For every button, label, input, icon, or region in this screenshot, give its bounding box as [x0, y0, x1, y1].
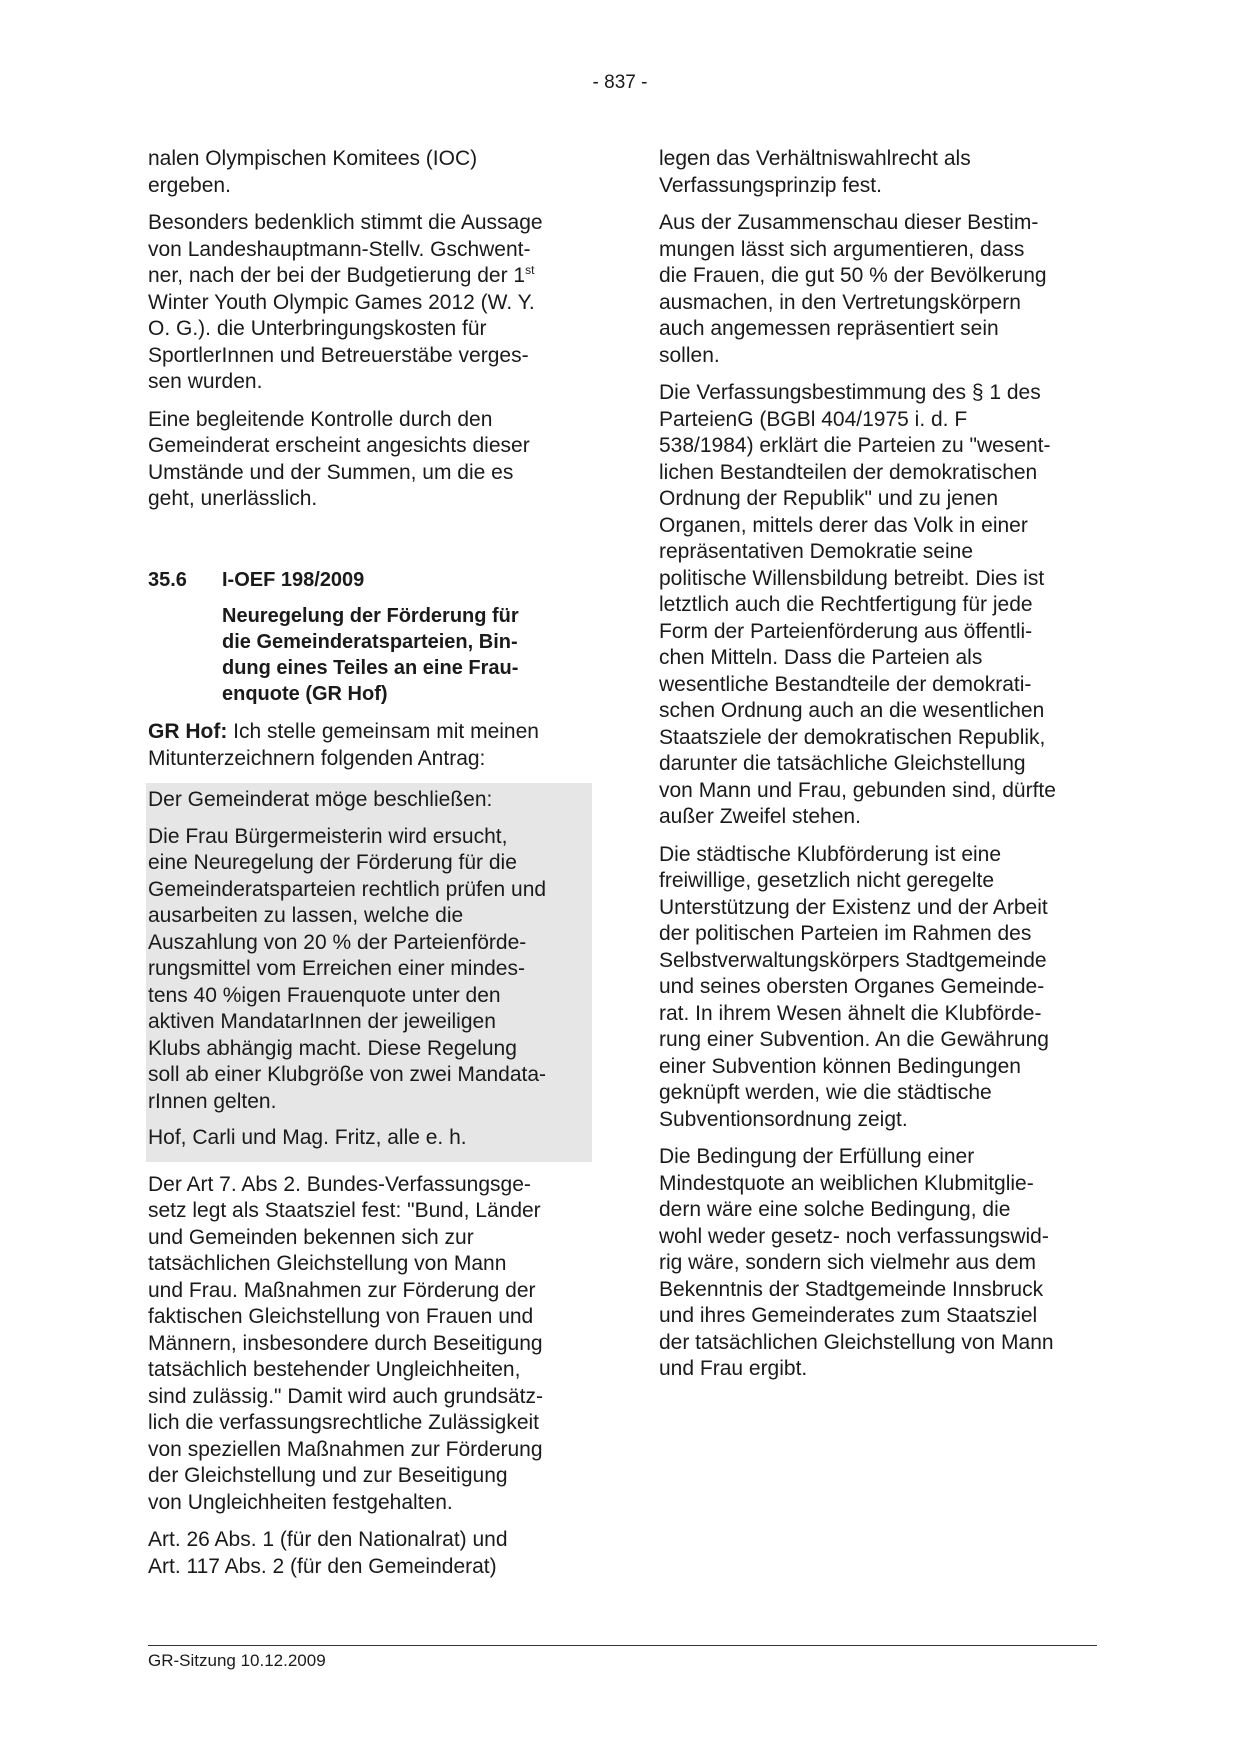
section-heading: [148, 567, 590, 594]
paragraph: Aus der Zusammenschau dieser Bestim- mungen lässt sich argumentieren, dass die Frauen, die gut 50 % der Bevölkerung ausmachen, in den Vertretungskörpern auch angemessen repräsentiert sein sollen.: [659, 211, 1047, 367]
paragraph-text: Winter Youth Olympic Games 2012 (W. Y. O. G.). die Unterbringungskosten für SportlerInnen und Betreuerstäbe verges- sen wurden.: [148, 290, 535, 393]
left-column: [148, 146, 590, 1591]
paragraph: legen das Verhältniswahlrecht als Verfassungsprinzip fest.: [659, 147, 971, 197]
footer-text: GR-Sitzung 10.12.2009: [148, 1651, 326, 1670]
speaker-label: GR Hof:: [148, 720, 228, 743]
motion-signatories: Hof, Carli und Mag. Fritz, alle e. h.: [148, 1126, 467, 1149]
paragraph: Die Verfassungsbestimmung des § 1 des ParteienG (BGBl 404/1975 i. d. F 538/1984) erklärt die Parteien zu "wesent- lichen Bestandteilen der demokratischen Ordnung der Republik" und zu jenen Organen, mittels derer das Volk in einer repräsentativen Demokratie seine politische Willensbildung betreibt. Dies ist letztlich auch die Rechtfertigung für jede Form der Parteienförderung aus öffentli- chen Mitteln. Dass die Parteien als wesentliche Bestandteile der demokrati- schen Ordnung auch an die wesentlichen Staatsziele der demokratischen Republik, darunter die tatsächliche Gleichstellung von Mann und Frau, gebunden sind, dürfte außer Zweifel stehen.: [659, 381, 1056, 828]
paragraph: Die städtische Klubförderung ist eine freiwillige, gesetzlich nicht geregelte Unterstützung der Existenz und der Arbeit der politischen Parteien im Rahmen des Selbstverwaltungskörpers Stadtgemeinde und seines obersten Organes Gemeinde- rat. In ihrem Wesen ähnelt die Klubförde- rung einer Subvention. An die Gewährung einer Subvention können Bedingungen geknüpft werden, wie die städtische Subventionsordnung zeigt.: [659, 842, 1049, 1131]
paragraph: Die Bedingung der Erfüllung einer Mindestquote an weiblichen Klubmitglie- dern wäre eine solche Bedingung, die wohl weder gesetz- noch verfassungswid- rig wäre, sondern sich vielmehr aus dem Bekenntnis der Stadtgemeinde Innsbruck und ihres Gemeinderates zum Staatsziel der tatsächlichen Gleichstellung von Mann und Frau ergibt.: [659, 1145, 1054, 1380]
superscript: st: [525, 263, 535, 277]
paragraph: Eine begleitende Kontrolle durch den Gemeinderat erscheint angesichts dieser Umstände und der Summen, um die es geht, unerlässlich.: [148, 407, 530, 510]
motion-box: [146, 783, 592, 1162]
paragraph: nalen Olympischen Komitees (IOC) ergeben.: [148, 147, 478, 197]
section-number: 35.6: [148, 568, 187, 591]
paragraph: Der Art 7. Abs 2. Bundes-Verfassungsge- setz legt als Staatsziel fest: "Bund, Länder und Gemeinden bekennen sich zur tatsächlichen Gleichstellung von Mann und Frau. Maßnahmen zur Förderung der faktischen Gleichstellung von Frauen und Männern, insbesondere durch Beseitigung tatsächlich bestehender Ungleichheiten, sind zulässig." Damit wird auch grundsätz- lich die verfassungsrechtliche Zulässigkeit von speziellen Maßnahmen zur Förderung der Gleichstellung und zur Beseitigung von Ungleichheiten festgehalten.: [148, 1172, 543, 1514]
speaker-paragraph: [148, 719, 590, 772]
footer-divider: [148, 1645, 1097, 1646]
right-column: [659, 146, 1097, 1394]
speaker-text: Ich stelle gemeinsam mit meinen Mitunterzeichnern folgenden Antrag:: [148, 720, 539, 770]
paragraph: [148, 210, 590, 396]
page-number: - 837 -: [592, 72, 648, 93]
section-title: Neuregelung der Förderung für die Gemeinderatsparteien, Bin- dung eines Teiles an eine Frau- enquote (GR Hof): [222, 605, 519, 705]
motion-body: Die Frau Bürgermeisterin wird ersucht, eine Neuregelung der Förderung für die Gemeinderatsparteien rechtlich prüfen und ausarbeiten zu lassen, welche die Auszahlung von 20 % der Parteienförde- rungsmittel vom Erreichen einer mindes- tens 40 %igen Frauenquote unter den aktiven MandatarInnen der jeweiligen Klubs abhängig macht. Diese Regelung soll ab einer Klubgröße von zwei Mandata- rInnen gelten.: [148, 824, 547, 1113]
section-id: I-OEF 198/2009: [222, 568, 365, 591]
motion-intro: Der Gemeinderat möge beschließen:: [148, 788, 493, 811]
agenda-section: [148, 567, 590, 708]
paragraph-text: Besonders bedenklich stimmt die Aussage von Landeshauptmann-Stellv. Gschwent- ner, nach der bei der Budgetierung der 1: [148, 211, 543, 287]
paragraph: Art. 26 Abs. 1 (für den Nationalrat) und Art. 117 Abs. 2 (für den Gemeinderat): [148, 1528, 508, 1578]
